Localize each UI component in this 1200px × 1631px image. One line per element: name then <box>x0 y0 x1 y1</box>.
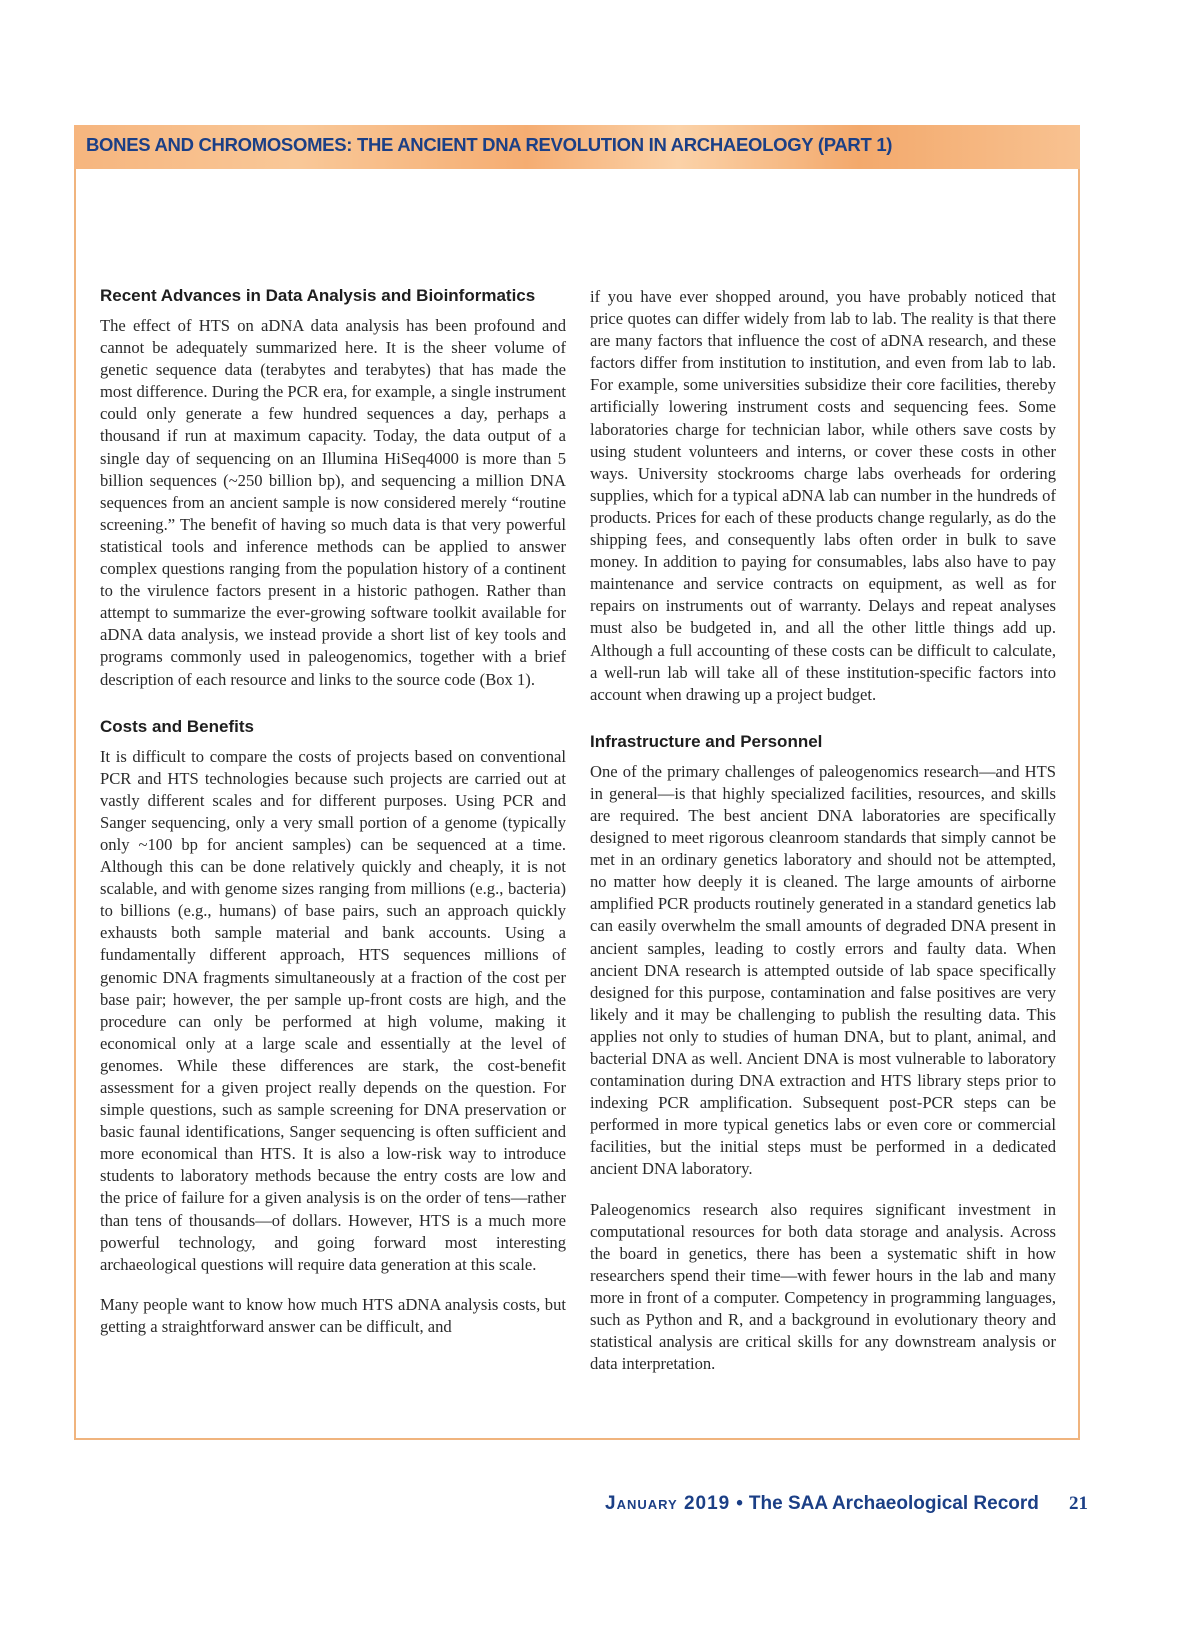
section-heading-costs: Costs and Benefits <box>100 716 254 736</box>
right-column <box>590 286 1056 1375</box>
banner-title: BONES AND CHROMOSOMES: THE ANCIENT DNA REVOLUTION IN ARCHAEOLOGY (PART 1) <box>86 134 893 155</box>
paragraph-data-analysis: The effect of HTS on aDNA data analysis has been profound and cannot be adequately summarized here. It is the sheer volume of genetic sequence data (terabytes and terabytes) that has made the most difference. During the PCR era, for example, a single instrument could only generate a few hundred sequences a day, perhaps a thousand if run at maximum capacity. Today, the data output of a single day of sequencing on an Illumina HiSeq4000 is more than 5 billion sequences (~250 billion bp), and sequencing a million DNA sequences from an ancient sample is now considered merely “routine screening.” The benefit of having so much data is that very powerful statistical tools and inference methods can be applied to answer complex questions ranging from the population history of a continent to the virulence factors present in a historic pathogen. Rather than attempt to summarize the ever-growing software toolkit available for aDNA data analysis, we instead provide a short list of key tools and programs commonly used in paleogenomics, together with a brief description of each resource and links to the source code (Box 1). <box>100 316 566 689</box>
paragraph-costs: It is difficult to compare the costs of projects based on conventional PCR and HTS technologies because such projects are carried out at vastly different scales and for different purposes. Using PCR and Sanger sequencing, only a very small portion of a genome (typically only ~100 bp for ancient samples) can be sequenced at a time. Although this can be done relatively quickly and cheaply, it is not scalable, and with genome sizes ranging from millions (e.g., bacteria) to billions (e.g., humans) of base pairs, such an approach quickly exhausts both sample material and bank accounts. Using a fundamentally different approach, HTS sequences millions of genomic DNA fragments simultaneously at a fraction of the cost per base pair; however, the per sample up-front costs are high, and the procedure can only be performed at high volume, making it economical only at a large scale and essentially at the level of genomes. While these differences are stark, the cost-benefit assessment for a given project really depends on the question. For simple questions, such as sample screening for DNA preservation or basic faunal identifications, Sanger sequencing is often sufficient and more economical than HTS. It is also a low-risk way to introduce students to laboratory methods because the entry costs are low and the price of failure for a given analysis is on the order of tens—rather than tens of thousands—of dollars. However, HTS is a much more powerful technology, and going forward most interesting archaeological questions will require data generation at this scale. <box>100 746 566 1274</box>
paragraph-costs-right: if you have ever shopped around, you have probably noticed that price quotes can differ widely from lab to lab. The reality is that there are many factors that influence the cost of aDNA research, and these factors differ from institution to institution, and even from lab to lab. For example, some universities subsidize their core facilities, thereby artificially lowering instrument costs and sequencing fees. Some laboratories charge for technician labor, while others save costs by using student volunteers and interns, or cover these costs in other ways. University stockrooms charge labs overheads for ordering supplies, which for a typical aDNA lab can number in the hundreds of products. Prices for each of these products change regularly, as do the shipping fees, and consequently labs often order in bulk to save money. In addition to paying for consumables, labs also have to pay maintenance and service contracts on equipment, as well as for repairs on instruments out of warranty. Delays and repeat analyses must also be budgeted in, and all the other little things add up. Although a full accounting of these costs can be difficult to calculate, a well-run lab will take all of these institution-specific factors into account when drawing up a project budget. <box>590 287 1056 704</box>
footer-issue: January 2019 <box>605 1493 731 1514</box>
section-heading-infrastructure: Infrastructure and Personnel <box>590 731 823 751</box>
paragraph-computational: Paleogenomics research also requires significant investment in computational resources for both data storage and analysis. Across the board in genetics, there has been a systematic shift in how researchers spend their time—with fewer hours in the lab and many more in front of a computer. Competency in programming languages, such as Python and R, and a background in evolutionary theory and statistical analysis are critical skills for any downstream analysis or data interpretation. <box>590 1199 1056 1374</box>
footer-journal <box>605 1493 1039 1515</box>
footer-bullet: • <box>736 1493 743 1514</box>
paragraph-costs-continued: Many people want to know how much HTS aDNA analysis costs, but getting a straightforward answer can be difficult, and <box>100 1294 566 1336</box>
paragraph-infrastructure: One of the primary challenges of paleogenomics research—and HTS in general—is that highly specialized facilities, resources, and skills are required. The best ancient DNA laboratories are specifically designed to meet rigorous cleanroom standards that simply cannot be met in an ordinary genetics laboratory and should not be attempted, no matter how deeply it is cleaned. The large amounts of airborne amplified PCR products routinely generated in a standard genetics lab can easily overwhelm the small amounts of degraded DNA present in ancient samples, leading to costly errors and faulty data. When ancient DNA research is attempted outside of lab space specifically designed for this purpose, contamination and false positives are very likely and it may be challenging to publish the resulting data. This applies not only to studies of human DNA, but to plant, animal, and bacterial DNA as well. Ancient DNA is most vulnerable to laboratory contamination during DNA extraction and HTS library steps prior to indexing PCR amplification. Subsequent post-PCR steps can be performed in more typical genetics labs or even core or commercial facilities, but the initial steps must be performed in a dedicated ancient DNA laboratory. <box>590 761 1056 1179</box>
left-column <box>100 286 566 1338</box>
footer-publication: The SAA Archaeological Record <box>748 1493 1039 1514</box>
page-number: 21 <box>1069 1493 1088 1514</box>
header-banner <box>74 125 1080 169</box>
section-heading-data-analysis: Recent Advances in Data Analysis and Bioinformatics <box>100 286 536 305</box>
